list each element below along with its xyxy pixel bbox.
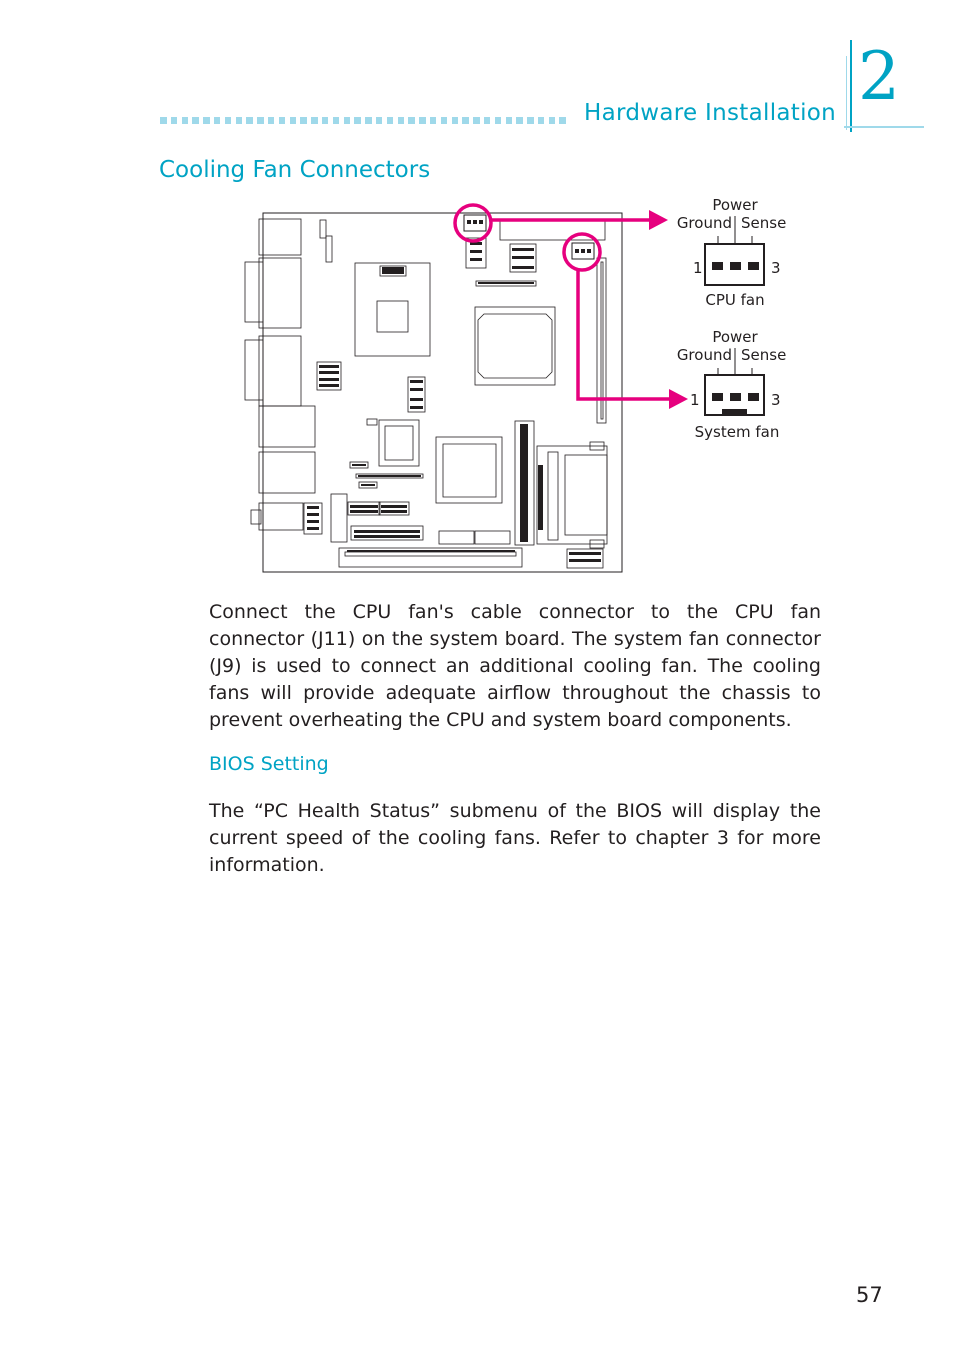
serial-port — [259, 336, 301, 406]
page-number: 57 — [856, 1283, 883, 1307]
io-port — [259, 219, 301, 255]
system-fan-pin1: 1 — [690, 391, 700, 409]
cpu-fan-label: CPU fan — [705, 291, 765, 309]
chipset — [436, 437, 502, 503]
cpu-socket — [355, 263, 430, 356]
system-fan-power-label: Power — [712, 328, 758, 346]
page-title: Cooling Fan Connectors — [159, 157, 431, 183]
io-port — [259, 406, 315, 447]
cpu-fan-sense-label: Sense — [741, 214, 787, 232]
system-fan-label: System fan — [694, 423, 780, 441]
system-fan-arrow — [578, 270, 670, 399]
system-fan-pin3: 3 — [771, 391, 781, 409]
cpu-fan-pin1: 1 — [693, 259, 703, 277]
chipset — [475, 307, 555, 385]
chapter-number: 2 — [858, 38, 900, 115]
header-section-title: Hardware Installation — [584, 100, 837, 126]
io-port — [259, 452, 315, 493]
bios-setting-heading: BIOS Setting — [209, 753, 329, 775]
cf-slot — [537, 446, 607, 544]
audio-port — [259, 503, 303, 530]
serial-port — [259, 258, 301, 328]
cpu-fan-pin3: 3 — [771, 259, 781, 277]
cpu-fan-ground-label: Ground — [676, 214, 732, 232]
system-fan-sense-label: Sense — [741, 346, 787, 364]
body-paragraph: Connect the CPU fan's cable connector to the CPU fan connector (J11) on the system board. The system fan connector (J9) is used to connect an additional cooling fan. The cooling fans will provide adequate airflow throughout the chassis to prevent overheating the CPU and system board components. — [209, 601, 821, 731]
cpu-fan-power-label: Power — [712, 196, 758, 214]
board-outline — [263, 213, 622, 572]
board-diagram — [0, 0, 954, 600]
body-paragraph: The “PC Health Status” submenu of the BIOS will display the current speed of the cooling fans. Refer to chapter 3 for more information. — [209, 800, 821, 876]
system-fan-ground-label: Ground — [676, 346, 732, 364]
